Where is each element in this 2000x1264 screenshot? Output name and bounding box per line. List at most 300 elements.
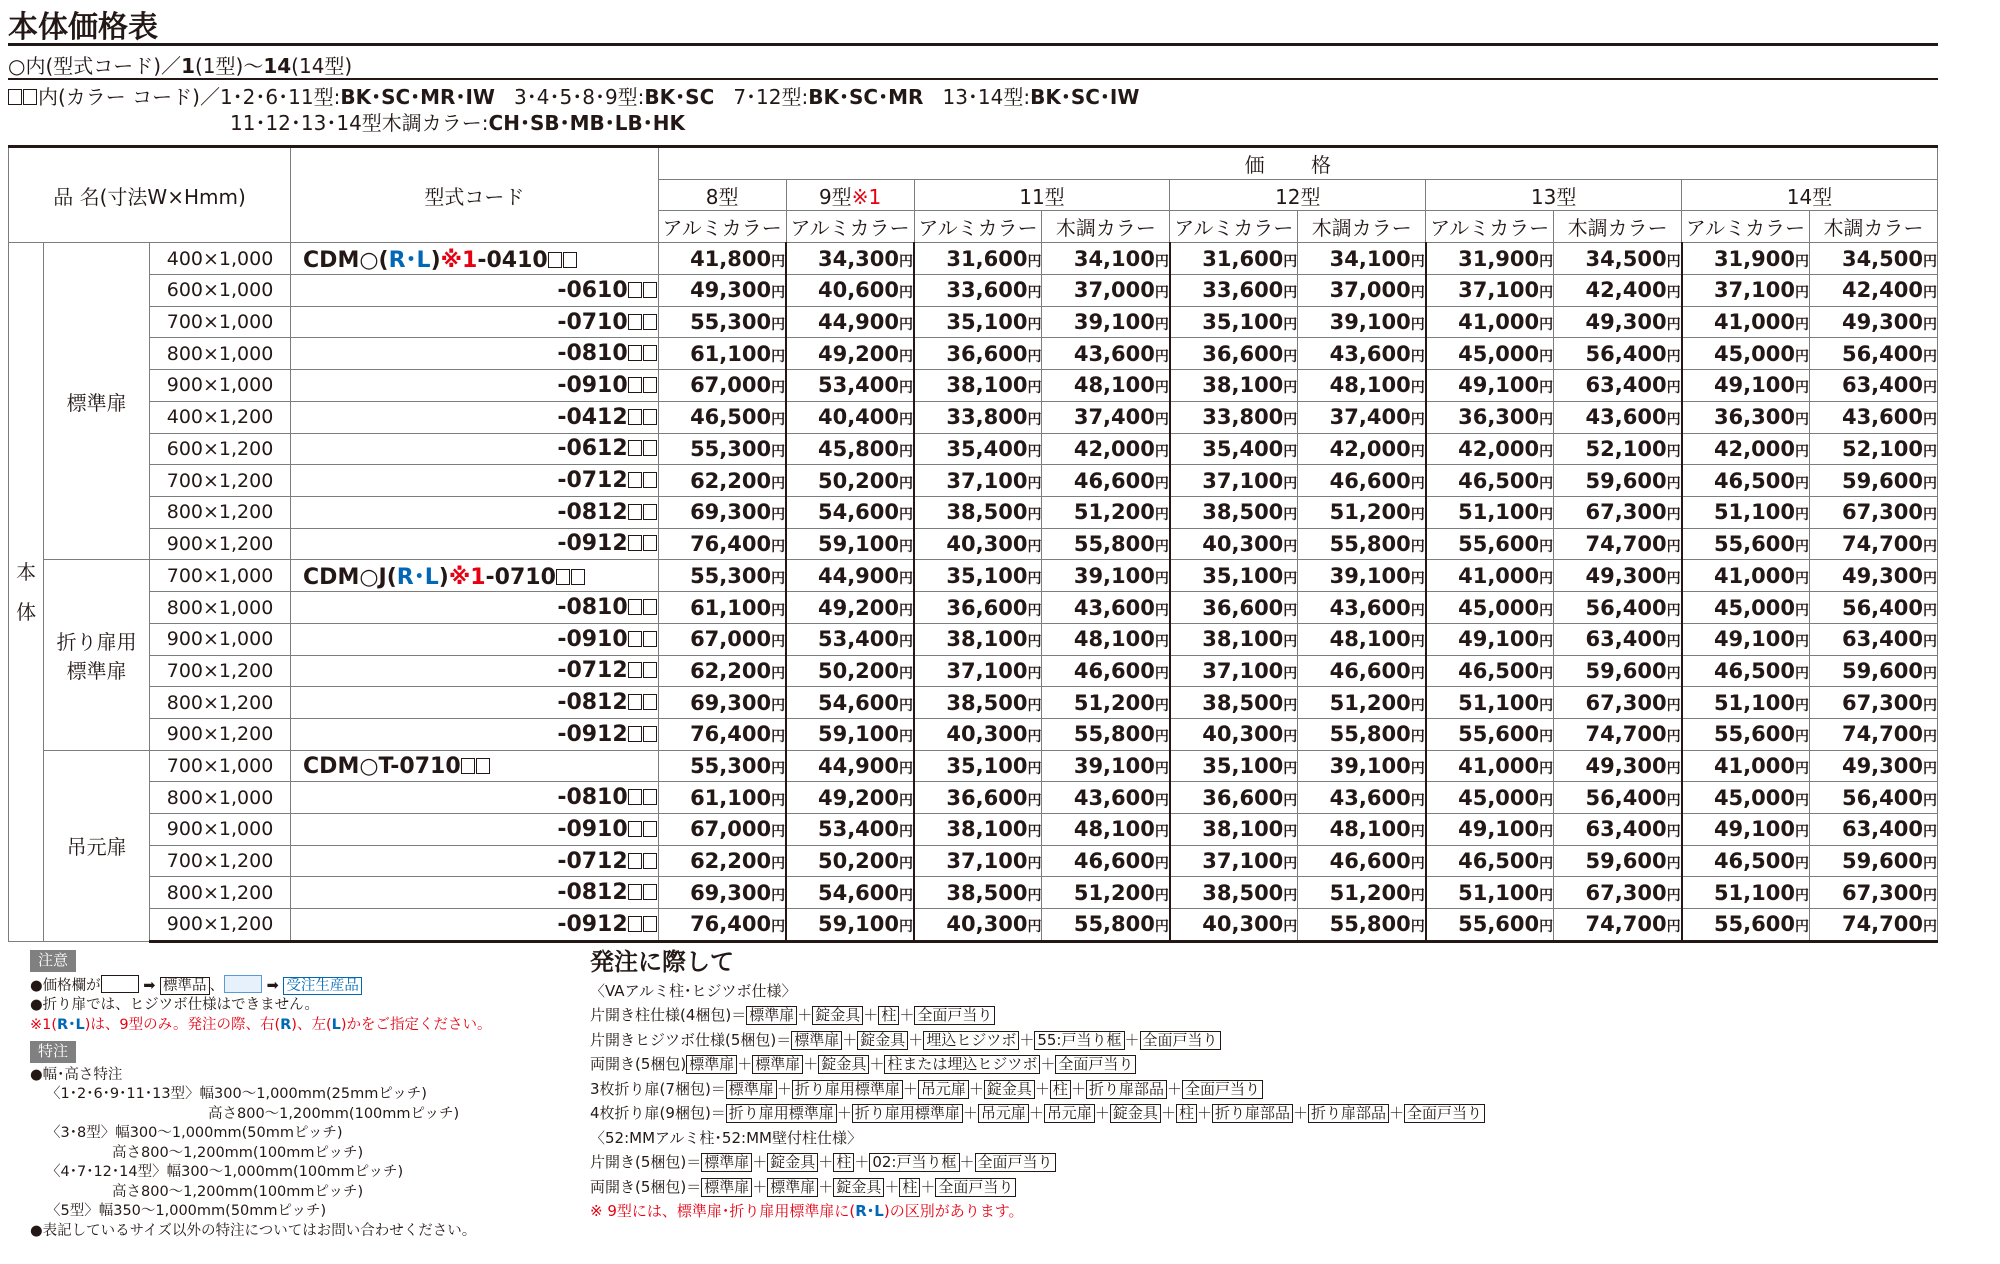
- price-cell: 38,500円: [914, 877, 1042, 909]
- price-cell: 54,600円: [786, 687, 914, 719]
- price-cell: 69,300円: [658, 877, 786, 909]
- price-cell: 48,100円: [1042, 623, 1170, 655]
- price-cell: 59,600円: [1554, 655, 1682, 687]
- price-cell: 46,500円: [1426, 845, 1554, 877]
- model-code-cell: -0712: [291, 655, 659, 687]
- price-cell: 51,100円: [1682, 496, 1810, 528]
- size-cell: 700×1,200: [150, 845, 291, 877]
- price-cell: 45,000円: [1426, 338, 1554, 370]
- header-alu: アルミカラー: [786, 211, 914, 243]
- order-footnote: ※ 9型には、標準扉･折り扉用標準扉に(R･L)の区別があります。: [590, 1202, 1024, 1220]
- price-cell: 48,100円: [1042, 814, 1170, 846]
- price-cell: 59,600円: [1554, 465, 1682, 497]
- price-cell: 59,600円: [1809, 465, 1937, 497]
- header-alu: アルミカラー: [914, 211, 1042, 243]
- price-cell: 51,200円: [1298, 877, 1426, 909]
- price-cell: 61,100円: [658, 782, 786, 814]
- table-row: [9, 623, 1938, 655]
- size-cell: 800×1,200: [150, 687, 291, 719]
- price-cell: 43,600円: [1298, 592, 1426, 624]
- price-cell: 63,400円: [1554, 814, 1682, 846]
- price-cell: 67,300円: [1554, 687, 1682, 719]
- price-cell: 63,400円: [1809, 370, 1937, 402]
- price-cell: 38,500円: [914, 687, 1042, 719]
- price-cell: 49,200円: [786, 782, 914, 814]
- price-cell: 35,400円: [914, 433, 1042, 465]
- header-alu: アルミカラー: [1426, 211, 1554, 243]
- price-cell: 53,400円: [786, 623, 914, 655]
- model-code-cell: -0610: [291, 275, 659, 307]
- header-alu: アルミカラー: [1170, 211, 1298, 243]
- price-cell: 53,400円: [786, 370, 914, 402]
- note-special-5: 高さ800～1,200mm(100mmピッチ): [112, 1144, 364, 1161]
- size-cell: 400×1,000: [150, 243, 291, 275]
- header-wood: 木調カラー: [1042, 211, 1170, 243]
- price-cell: 41,000円: [1682, 306, 1810, 338]
- price-cell: 67,000円: [658, 370, 786, 402]
- price-cell: 42,000円: [1682, 433, 1810, 465]
- price-cell: 31,600円: [914, 243, 1042, 275]
- legend-color-code: 内(カラー コード)／1･2･6･11型:BK･SC･MR･IW 3･4･5･8･9型:BK･SC 7･12型:BK･SC･MR 13･14型:BK･SC･IW 11･12･13･14型木調カラー:CH･SB･MB･LB･HK: [8, 84, 1139, 136]
- price-cell: 55,600円: [1682, 528, 1810, 560]
- price-cell: 35,100円: [914, 750, 1042, 782]
- table-row: [9, 338, 1938, 370]
- price-cell: 67,300円: [1809, 877, 1937, 909]
- price-cell: 52,100円: [1554, 433, 1682, 465]
- model-code-cell: -0912: [291, 528, 659, 560]
- order-line: 4枚折り扉(9梱包)＝ 折り扉用標準扉 ＋ 折り扉用標準扉 ＋ 吊元扉 ＋ 吊元扉 ＋ 錠金具 ＋ 柱 ＋ 折り扉部品 ＋ 折り扉部品 ＋ 全面戸当り: [590, 1101, 1790, 1126]
- price-cell: 33,600円: [1170, 275, 1298, 307]
- category-label: 吊元扉: [44, 750, 150, 941]
- price-cell: 40,300円: [914, 909, 1042, 942]
- price-cell: 49,100円: [1682, 370, 1810, 402]
- price-cell: 63,400円: [1554, 370, 1682, 402]
- price-cell: 67,300円: [1554, 496, 1682, 528]
- price-cell: 37,400円: [1298, 401, 1426, 433]
- price-cell: 46,600円: [1042, 465, 1170, 497]
- header-type-11: 11型: [914, 179, 1170, 211]
- note-tag-special: 特注: [30, 1041, 76, 1063]
- table-row: [9, 750, 1938, 782]
- price-cell: 49,300円: [1554, 306, 1682, 338]
- price-cell: 40,600円: [786, 275, 914, 307]
- price-cell: 45,000円: [1682, 782, 1810, 814]
- price-cell: 41,000円: [1426, 306, 1554, 338]
- header-wood: 木調カラー: [1298, 211, 1426, 243]
- model-code-cell: -0810: [291, 782, 659, 814]
- price-cell: 37,100円: [1170, 655, 1298, 687]
- model-code-cell: -0912: [291, 719, 659, 751]
- order-va-head: 〈VAアルミ柱･ヒジツボ仕様〉: [590, 981, 797, 1000]
- price-cell: 51,100円: [1426, 877, 1554, 909]
- price-cell: 46,600円: [1298, 845, 1426, 877]
- price-cell: 49,100円: [1426, 370, 1554, 402]
- note-tag-caution: 注意: [30, 950, 76, 972]
- size-cell: 600×1,000: [150, 275, 291, 307]
- order-line: 片開きヒジツボ仕様(5梱包)＝ 標準扉 ＋ 錠金具 ＋ 埋込ヒジツボ ＋ 55:戸当り框 ＋ 全面戸当り: [590, 1028, 1790, 1053]
- size-cell: 800×1,000: [150, 782, 291, 814]
- note-rl: ※1(R･L)は、9型のみ。発注の際、右(R)、左(L)かをご指定ください。: [30, 1016, 492, 1033]
- price-cell: 51,200円: [1042, 877, 1170, 909]
- price-cell: 39,100円: [1042, 306, 1170, 338]
- price-cell: 39,100円: [1298, 750, 1426, 782]
- size-cell: 800×1,000: [150, 338, 291, 370]
- price-cell: 49,200円: [786, 338, 914, 370]
- note-legend: ●価格欄が ➡ 標準品 、 ➡ 受注生産品: [30, 975, 590, 997]
- price-cell: 63,400円: [1809, 623, 1937, 655]
- price-cell: 51,100円: [1426, 687, 1554, 719]
- price-cell: 33,600円: [914, 275, 1042, 307]
- order-line: 両開き(5梱包) 標準扉 ＋ 標準扉 ＋ 錠金具 ＋ 柱または埋込ヒジツボ ＋ 全面戸当り: [590, 1052, 1790, 1077]
- note-special-9: ●表記しているサイズ以外の特注についてはお問い合わせください。: [30, 1222, 477, 1239]
- price-cell: 41,000円: [1682, 560, 1810, 592]
- price-cell: 38,100円: [1170, 814, 1298, 846]
- price-cell: 49,300円: [1554, 750, 1682, 782]
- price-cell: 39,100円: [1298, 560, 1426, 592]
- price-cell: 49,300円: [1809, 750, 1937, 782]
- price-cell: 38,100円: [1170, 370, 1298, 402]
- price-cell: 46,500円: [1682, 655, 1810, 687]
- size-cell: 800×1,200: [150, 496, 291, 528]
- price-cell: 37,100円: [914, 655, 1042, 687]
- note-special-3: 高さ800～1,200mm(100mmピッチ): [208, 1105, 460, 1122]
- table-row: [9, 845, 1938, 877]
- price-cell: 34,100円: [1298, 243, 1426, 275]
- price-cell: 40,400円: [786, 401, 914, 433]
- price-cell: 42,000円: [1298, 433, 1426, 465]
- price-cell: 49,200円: [786, 592, 914, 624]
- price-cell: 67,300円: [1809, 496, 1937, 528]
- price-cell: 51,200円: [1298, 687, 1426, 719]
- price-cell: 39,100円: [1042, 560, 1170, 592]
- price-cell: 49,300円: [1809, 306, 1937, 338]
- price-cell: 55,800円: [1298, 528, 1426, 560]
- price-cell: 35,100円: [1170, 306, 1298, 338]
- table-row: [9, 814, 1938, 846]
- page-title: 本体価格表: [8, 10, 158, 45]
- note-special-7: 高さ800～1,200mm(100mmピッチ): [112, 1183, 364, 1200]
- price-cell: 74,700円: [1554, 528, 1682, 560]
- price-cell: 41,000円: [1426, 750, 1554, 782]
- price-cell: 49,300円: [658, 275, 786, 307]
- price-cell: 46,600円: [1298, 465, 1426, 497]
- order-line: 両開き(5梱包)＝ 標準扉 ＋ 標準扉 ＋ 錠金具 ＋ 柱 ＋ 全面戸当り: [590, 1175, 1790, 1200]
- table-row: [9, 909, 1938, 942]
- price-cell: 33,800円: [914, 401, 1042, 433]
- price-cell: 35,100円: [1170, 560, 1298, 592]
- note-special-6: 〈4･7･12･14型〉幅300～1,000mm(100mmピッチ): [46, 1164, 404, 1180]
- price-cell: 41,000円: [1426, 560, 1554, 592]
- price-cell: 55,300円: [658, 750, 786, 782]
- price-cell: 37,000円: [1298, 275, 1426, 307]
- header-code: 型式コード: [291, 147, 659, 243]
- price-cell: 55,800円: [1042, 719, 1170, 751]
- price-cell: 40,300円: [1170, 909, 1298, 942]
- price-cell: 51,100円: [1426, 496, 1554, 528]
- price-cell: 49,100円: [1426, 814, 1554, 846]
- price-cell: 45,000円: [1682, 592, 1810, 624]
- title-rule: [8, 43, 1938, 46]
- model-code-cell: -0712: [291, 845, 659, 877]
- size-cell: 900×1,200: [150, 719, 291, 751]
- price-cell: 35,100円: [914, 560, 1042, 592]
- price-cell: 55,800円: [1042, 909, 1170, 942]
- price-cell: 46,500円: [1682, 845, 1810, 877]
- price-cell: 54,600円: [786, 496, 914, 528]
- price-cell: 56,400円: [1809, 338, 1937, 370]
- size-cell: 800×1,000: [150, 592, 291, 624]
- size-cell: 800×1,200: [150, 877, 291, 909]
- price-cell: 36,300円: [1682, 401, 1810, 433]
- legend-model-code: ○内(型式コード)／1(1型)～14(14型): [8, 54, 353, 78]
- price-cell: 55,800円: [1298, 719, 1426, 751]
- price-cell: 36,600円: [914, 338, 1042, 370]
- price-cell: 56,400円: [1554, 338, 1682, 370]
- table-row: [9, 401, 1938, 433]
- price-cell: 34,300円: [786, 243, 914, 275]
- model-code-cell: -0710: [291, 306, 659, 338]
- model-code-cell: CDM○T-0710: [291, 750, 659, 782]
- price-cell: 37,000円: [1042, 275, 1170, 307]
- order-line: 片開き柱仕様(4梱包)＝ 標準扉 ＋ 錠金具 ＋ 柱 ＋ 全面戸当り: [590, 1003, 1790, 1028]
- price-cell: 62,200円: [658, 655, 786, 687]
- price-cell: 45,000円: [1682, 338, 1810, 370]
- model-code-cell: -0910: [291, 370, 659, 402]
- model-code-cell: -0812: [291, 687, 659, 719]
- price-cell: 44,900円: [786, 306, 914, 338]
- header-type-8: 8型: [658, 179, 786, 211]
- price-cell: 55,600円: [1426, 528, 1554, 560]
- price-cell: 76,400円: [658, 528, 786, 560]
- model-code-cell: -0812: [291, 496, 659, 528]
- header-type-12: 12型: [1170, 179, 1426, 211]
- size-cell: 900×1,000: [150, 814, 291, 846]
- price-cell: 37,400円: [1042, 401, 1170, 433]
- price-cell: 62,200円: [658, 465, 786, 497]
- price-cell: 46,600円: [1042, 845, 1170, 877]
- price-cell: 43,600円: [1298, 782, 1426, 814]
- table-row: [9, 655, 1938, 687]
- price-cell: 43,600円: [1809, 401, 1937, 433]
- table-row: [9, 496, 1938, 528]
- price-cell: 54,600円: [786, 877, 914, 909]
- table-row: [9, 719, 1938, 751]
- price-cell: 51,100円: [1682, 687, 1810, 719]
- price-cell: 67,300円: [1554, 877, 1682, 909]
- price-cell: 51,200円: [1042, 496, 1170, 528]
- table-row: [9, 528, 1938, 560]
- price-cell: 40,300円: [1170, 528, 1298, 560]
- header-type-14: 14型: [1682, 179, 1938, 211]
- price-cell: 34,500円: [1554, 243, 1682, 275]
- price-cell: 59,600円: [1809, 845, 1937, 877]
- price-cell: 55,800円: [1042, 528, 1170, 560]
- price-cell: 74,700円: [1809, 719, 1937, 751]
- note-special-2: 〈1･2･6･9･11･13型〉幅300～1,000mm(25mmピッチ): [46, 1086, 427, 1102]
- price-cell: 49,300円: [1554, 560, 1682, 592]
- price-cell: 36,300円: [1426, 401, 1554, 433]
- price-cell: 67,000円: [658, 814, 786, 846]
- price-cell: 59,600円: [1809, 655, 1937, 687]
- order-mm-head: 〈52:MMアルミ柱･52:MM壁付柱仕様〉: [590, 1128, 862, 1147]
- price-cell: 40,300円: [914, 719, 1042, 751]
- price-cell: 34,100円: [1042, 243, 1170, 275]
- price-cell: 43,600円: [1554, 401, 1682, 433]
- model-code-cell: -0910: [291, 623, 659, 655]
- order-title: 発注に際して: [590, 948, 734, 976]
- size-cell: 700×1,200: [150, 655, 291, 687]
- price-cell: 31,900円: [1682, 243, 1810, 275]
- model-code-cell: -0812: [291, 877, 659, 909]
- table-row: [9, 243, 1938, 275]
- price-cell: 46,500円: [658, 401, 786, 433]
- model-code-cell: -0810: [291, 592, 659, 624]
- header-wood: 木調カラー: [1809, 211, 1937, 243]
- price-cell: 46,600円: [1042, 655, 1170, 687]
- price-cell: 38,100円: [914, 814, 1042, 846]
- size-cell: 900×1,000: [150, 370, 291, 402]
- order-line: 片開き(5梱包)＝ 標準扉 ＋ 錠金具 ＋ 柱 ＋ 02:戸当り框 ＋ 全面戸当り: [590, 1150, 1790, 1175]
- price-cell: 61,100円: [658, 592, 786, 624]
- price-cell: 67,300円: [1809, 687, 1937, 719]
- header-alu: アルミカラー: [658, 211, 786, 243]
- price-table: [8, 145, 1938, 943]
- model-code-cell: -0912: [291, 909, 659, 942]
- price-cell: 55,600円: [1682, 909, 1810, 942]
- price-cell: 74,700円: [1809, 528, 1937, 560]
- table-row: [9, 306, 1938, 338]
- price-cell: 39,100円: [1042, 750, 1170, 782]
- model-code-cell: CDM○J(R･L)※1-0710: [291, 560, 659, 592]
- notes-panel: [30, 950, 590, 1241]
- price-cell: 35,100円: [1170, 750, 1298, 782]
- price-cell: 49,100円: [1682, 814, 1810, 846]
- price-cell: 37,100円: [914, 845, 1042, 877]
- price-cell: 31,600円: [1170, 243, 1298, 275]
- price-cell: 59,100円: [786, 719, 914, 751]
- price-cell: 38,500円: [914, 496, 1042, 528]
- table-row: [9, 275, 1938, 307]
- price-cell: 37,100円: [1682, 275, 1810, 307]
- price-cell: 42,400円: [1554, 275, 1682, 307]
- price-cell: 48,100円: [1042, 370, 1170, 402]
- price-cell: 76,400円: [658, 719, 786, 751]
- price-cell: 59,600円: [1554, 845, 1682, 877]
- price-cell: 49,300円: [1809, 560, 1937, 592]
- price-cell: 67,000円: [658, 623, 786, 655]
- size-cell: 700×1,000: [150, 560, 291, 592]
- category-label: 標準扉: [44, 243, 150, 560]
- price-cell: 56,400円: [1554, 782, 1682, 814]
- price-cell: 31,900円: [1426, 243, 1554, 275]
- price-cell: 76,400円: [658, 909, 786, 942]
- table-row: [9, 465, 1938, 497]
- order-mm-lines: [590, 1150, 1790, 1199]
- price-cell: 38,500円: [1170, 496, 1298, 528]
- size-cell: 600×1,200: [150, 433, 291, 465]
- size-cell: 400×1,200: [150, 401, 291, 433]
- price-cell: 69,300円: [658, 687, 786, 719]
- price-cell: 44,900円: [786, 750, 914, 782]
- price-cell: 55,600円: [1426, 909, 1554, 942]
- price-cell: 50,200円: [786, 465, 914, 497]
- order-va-lines: [590, 1003, 1790, 1126]
- price-cell: 46,500円: [1426, 465, 1554, 497]
- size-cell: 900×1,200: [150, 528, 291, 560]
- model-code-cell: -0712: [291, 465, 659, 497]
- model-code-cell: -0910: [291, 814, 659, 846]
- table-row: [9, 687, 1938, 719]
- price-cell: 59,100円: [786, 909, 914, 942]
- size-cell: 700×1,200: [150, 465, 291, 497]
- header-alu: アルミカラー: [1682, 211, 1810, 243]
- price-cell: 45,000円: [1426, 782, 1554, 814]
- price-cell: 46,500円: [1682, 465, 1810, 497]
- price-table-body: [9, 243, 1938, 942]
- price-cell: 37,100円: [914, 465, 1042, 497]
- category-label: 折り扉用 標準扉: [44, 560, 150, 750]
- price-cell: 43,600円: [1042, 782, 1170, 814]
- price-cell: 41,000円: [1682, 750, 1810, 782]
- price-cell: 40,300円: [914, 528, 1042, 560]
- price-cell: 45,000円: [1426, 592, 1554, 624]
- price-cell: 52,100円: [1809, 433, 1937, 465]
- price-cell: 51,200円: [1042, 687, 1170, 719]
- price-cell: 46,500円: [1426, 655, 1554, 687]
- main-body-label: 本 体: [9, 243, 44, 942]
- size-cell: 900×1,200: [150, 909, 291, 942]
- note-fold: ●折り扉では、ヒジツボ仕様はできません。: [30, 997, 320, 1013]
- header-type-9: 9型※1: [786, 179, 914, 211]
- price-cell: 38,500円: [1170, 687, 1298, 719]
- header-product: 品 名(寸法W×Hmm): [9, 147, 291, 243]
- table-row: [9, 433, 1938, 465]
- price-cell: 48,100円: [1298, 814, 1426, 846]
- price-cell: 42,000円: [1042, 433, 1170, 465]
- price-cell: 55,600円: [1682, 719, 1810, 751]
- price-cell: 59,100円: [786, 528, 914, 560]
- price-cell: 43,600円: [1042, 338, 1170, 370]
- price-cell: 37,100円: [1170, 845, 1298, 877]
- price-cell: 51,100円: [1682, 877, 1810, 909]
- table-row: [9, 370, 1938, 402]
- price-cell: 37,100円: [1426, 275, 1554, 307]
- price-cell: 34,500円: [1809, 243, 1937, 275]
- price-cell: 50,200円: [786, 655, 914, 687]
- price-cell: 48,100円: [1298, 623, 1426, 655]
- note-special-4: 〈3･8型〉幅300～1,000mm(50mmピッチ): [46, 1125, 343, 1141]
- price-cell: 48,100円: [1298, 370, 1426, 402]
- order-panel: [590, 950, 1790, 1224]
- price-cell: 55,800円: [1298, 909, 1426, 942]
- price-cell: 51,200円: [1298, 496, 1426, 528]
- price-cell: 63,400円: [1809, 814, 1937, 846]
- model-code-cell: -0810: [291, 338, 659, 370]
- price-cell: 46,600円: [1298, 655, 1426, 687]
- size-cell: 700×1,000: [150, 306, 291, 338]
- table-row: [9, 782, 1938, 814]
- price-cell: 49,100円: [1682, 623, 1810, 655]
- price-cell: 43,600円: [1042, 592, 1170, 624]
- price-cell: 41,800円: [658, 243, 786, 275]
- price-cell: 35,100円: [914, 306, 1042, 338]
- price-cell: 36,600円: [914, 592, 1042, 624]
- legend-rule: [8, 78, 1938, 80]
- price-cell: 38,100円: [914, 623, 1042, 655]
- price-cell: 55,600円: [1426, 719, 1554, 751]
- price-cell: 49,100円: [1426, 623, 1554, 655]
- price-cell: 62,200円: [658, 845, 786, 877]
